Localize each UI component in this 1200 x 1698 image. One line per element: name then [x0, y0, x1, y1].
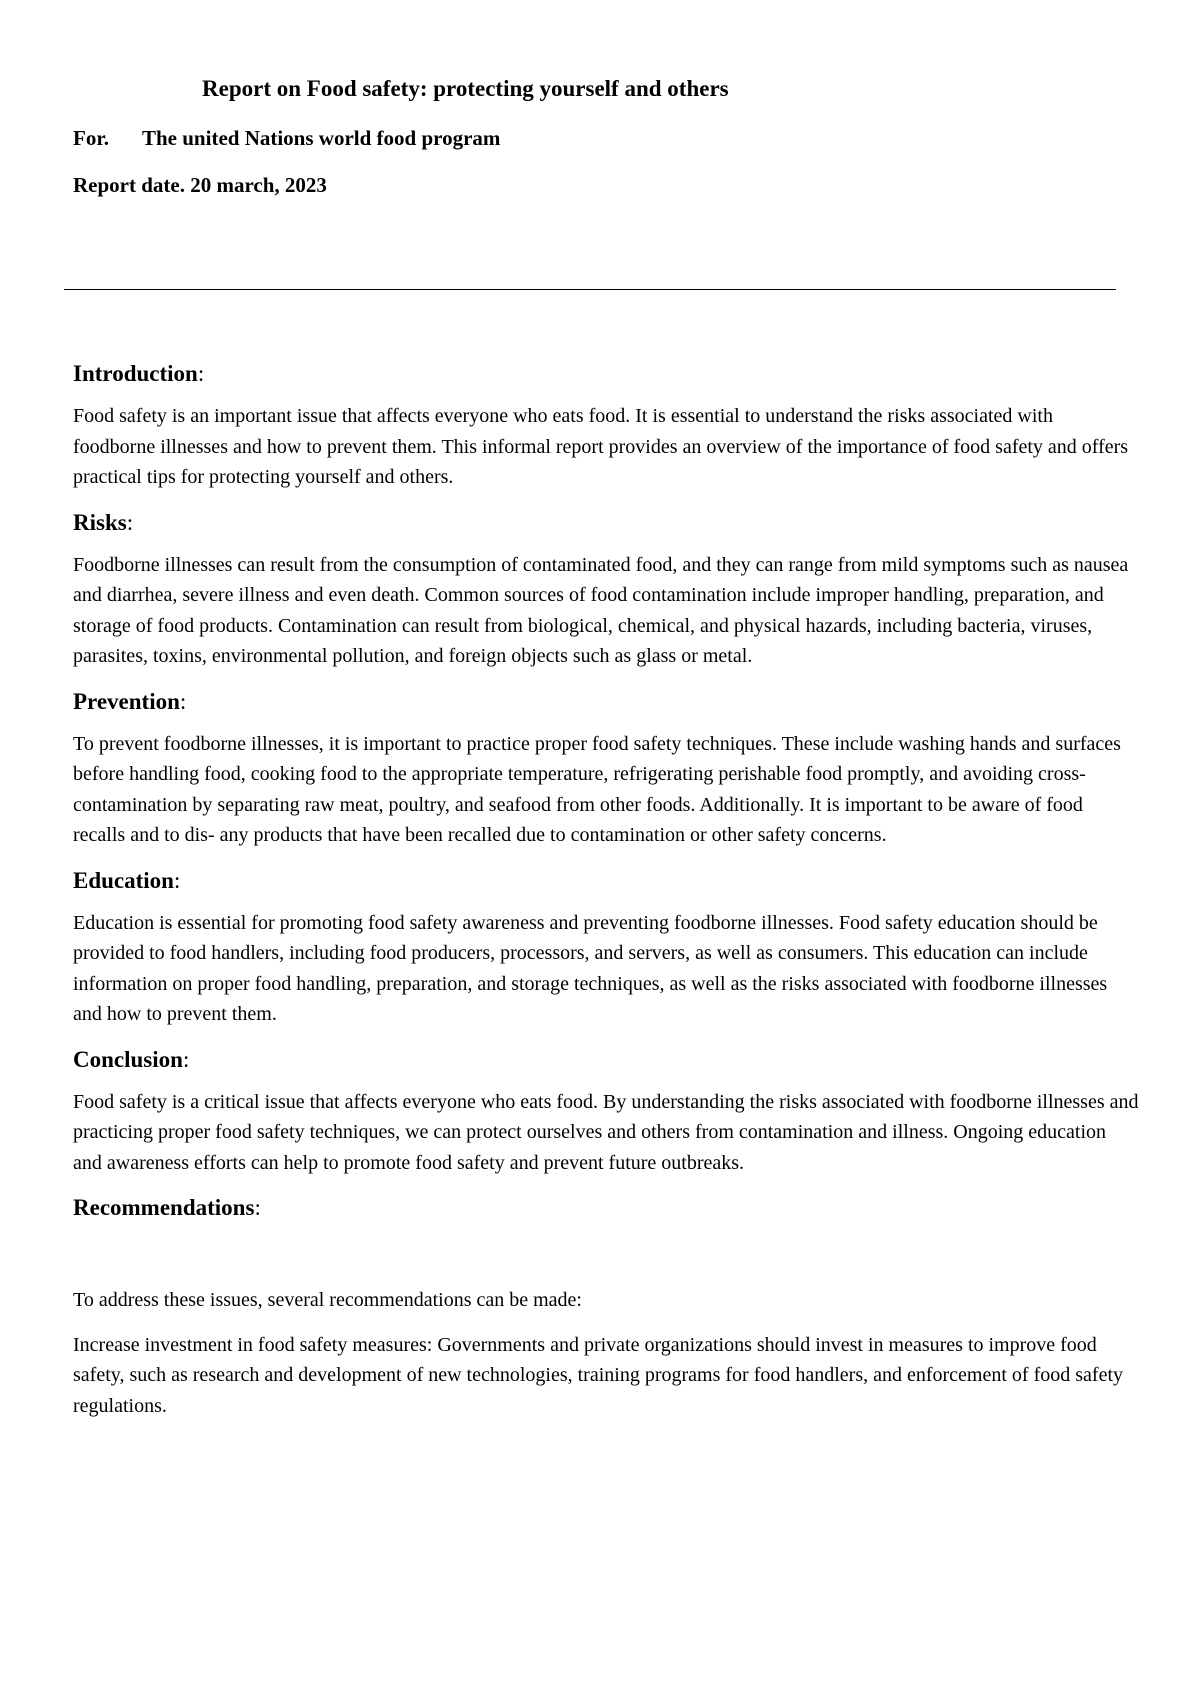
prevention-paragraph: To prevent foodborne illnesses, it is important to practice proper food safety techniques. These include washing hands and surfaces before handling food, cooking food to the appropriate temperature, refrigerating perishable food promptly, and avoiding cross-contamination by separating raw meat, poultry, and seafood from other foods. Additionally. It is important to be aware of food recalls and to dis- any products that have been recalled due to contamination or other safety concerns.: [73, 732, 1121, 846]
divider-line: [64, 289, 1116, 290]
recommendations-paragraph: Increase investment in food safety measures: Governments and private organizations should invest in measures to improve food safety, such as research and development of new technologies, training programs for food handlers, and enforcement of food safety regulations.: [73, 1333, 1123, 1417]
heading-colon: :: [182, 1046, 190, 1072]
conclusion-heading: [73, 1044, 1143, 1076]
heading-colon: :: [197, 361, 205, 386]
recipient-value: The united Nations world food program: [142, 126, 501, 150]
heading-colon: :: [173, 867, 181, 893]
risks-heading-text: Risks: [73, 509, 127, 535]
report-recipient: [73, 126, 500, 151]
education-heading-text: Education: [73, 867, 174, 893]
conclusion-paragraph: Food safety is a critical issue that affects everyone who eats food. By understanding the risks associated with foodborne illnesses and practicing proper food safety techniques, we can protect ourselves and others from contamination and illness. Ongoing education and awareness efforts can help to promote food safety and prevent future outbreaks.: [73, 1090, 1139, 1174]
report-body: [73, 358, 1143, 1435]
heading-colon: :: [179, 688, 187, 714]
recipient-label: For.: [73, 126, 109, 150]
education-paragraph: Education is essential for promoting food safety awareness and preventing foodborne illnesses. Food safety education should be provided to food handlers, including food producers, processors, and servers, as well as consumers. This education can include information on proper food handling, preparation, and storage techniques, as well as the risks associated with foodborne illnesses and how to prevent them.: [73, 911, 1108, 1025]
prevention-heading: [73, 686, 1143, 718]
recommendations-intro: To address these issues, several recommendations can be made:: [73, 1289, 582, 1311]
recommendations-heading: [73, 1192, 1143, 1224]
introduction-heading-text: Introduction: [73, 361, 198, 386]
blank-spacer: [73, 1235, 1143, 1285]
conclusion-heading-text: Conclusion: [73, 1046, 183, 1072]
heading-colon: :: [254, 1195, 261, 1220]
prevention-heading-text: Prevention: [73, 688, 180, 714]
risks-paragraph: Foodborne illnesses can result from the consumption of contaminated food, and they can range from mild symptoms such as nausea and diarrhea, severe illness and even death. Common sources of food contamination include improper handling, preparation, and storage of food products. Contamination can result from biological, chemical, and physical hazards, including bacteria, viruses, parasites, toxins, environmental pollution, and foreign objects such as glass or metal.: [73, 553, 1129, 667]
education-heading: [73, 865, 1143, 897]
report-date: Report date. 20 march, 2023: [73, 173, 327, 197]
introduction-paragraph: Food safety is an important issue that affects everyone who eats food. It is essential to understand the risks associated with foodborne illnesses and how to prevent them. This informal report provides an overview of the importance of food safety and offers practical tips for protecting yourself and others.: [73, 405, 1129, 488]
risks-heading: [73, 507, 1143, 539]
heading-colon: :: [126, 509, 134, 535]
report-title: Report on Food safety: protecting yourself and others: [202, 76, 729, 101]
introduction-heading: [73, 358, 1143, 390]
recommendations-heading-text: Recommendations: [73, 1195, 255, 1220]
